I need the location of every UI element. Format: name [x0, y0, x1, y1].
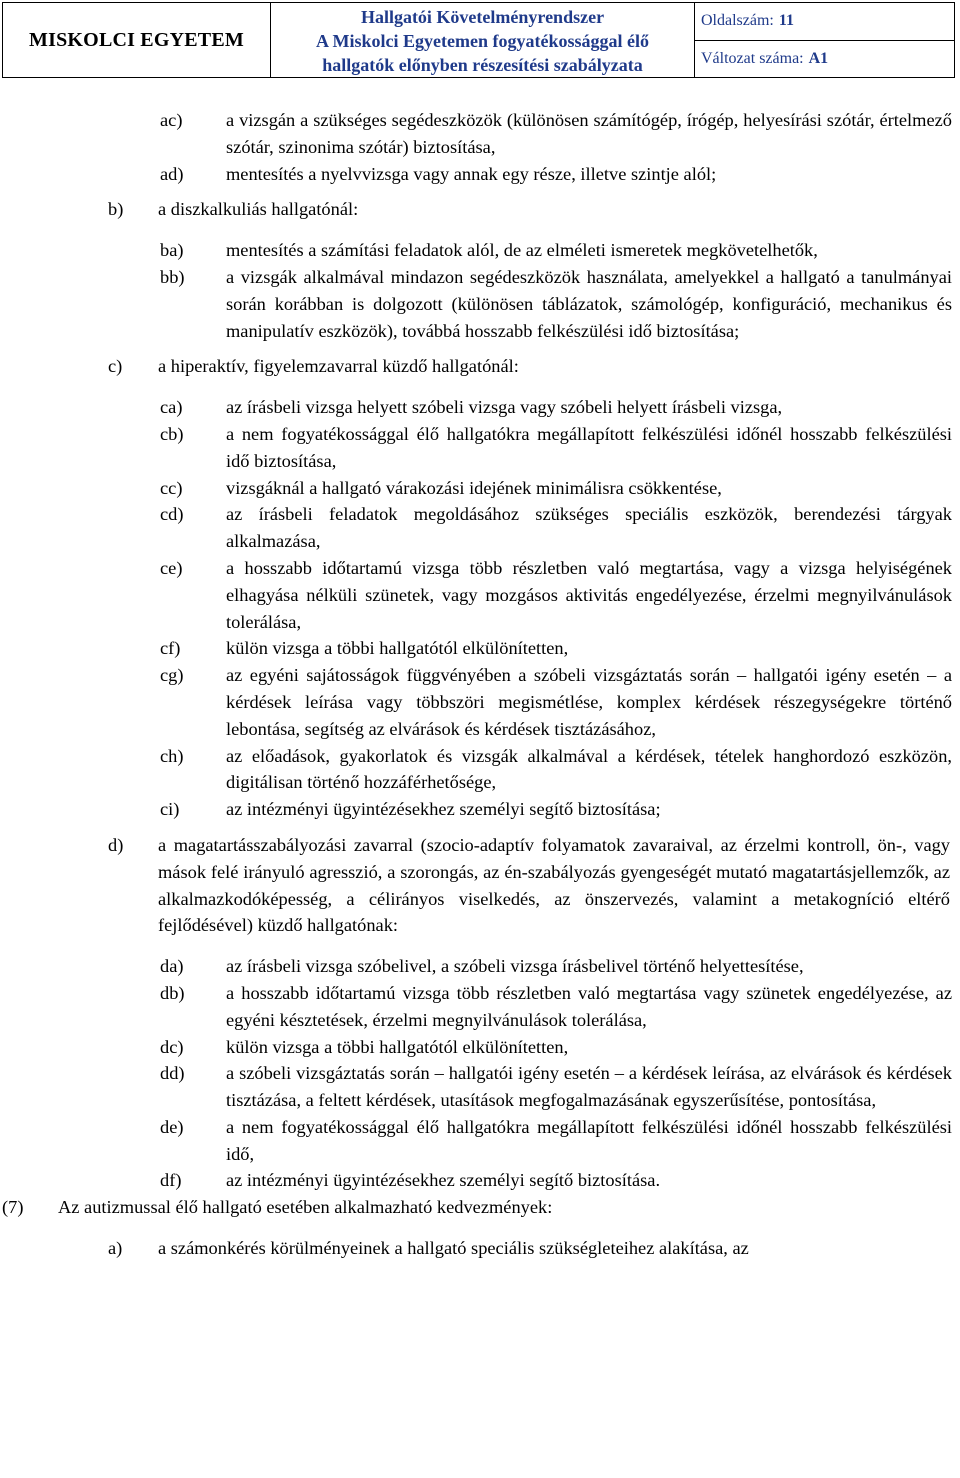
spacer — [0, 1221, 960, 1235]
sub-list-item — [0, 662, 960, 742]
item-label: cd) — [160, 504, 184, 525]
item-text: az írásbeli vizsga helyett szóbeli vizsga vagy szóbeli helyett írásbeli vizsga, — [226, 397, 783, 418]
sub-list-item — [0, 796, 960, 823]
item-label: cb) — [160, 423, 184, 444]
item-text: a hosszabb időtartamú vizsga több részletben való megtartása, vagy a vizsga helyiségének elhagyása nélküli szünetek, vagy mozgásos aktivitás engedélyezése, érzelmi megnyilvánulások tolerálása, — [226, 557, 952, 632]
sub-list-item — [0, 1060, 960, 1114]
document-title — [271, 3, 695, 77]
title-line: hallgatók előnyben részesítési szabályzata — [322, 55, 643, 75]
sub-list-item — [0, 953, 960, 980]
item-text: az egyéni sajátosságok függvényében a szóbeli vizsgáztatás során – hallgatói igény esetén – a kérdések leírása vagy többszöri megismétlése, komplex kérdések részegységekre történő lebontása, segítség az elvárások és kérdések tisztázásához, — [226, 665, 952, 739]
item-label: cf) — [160, 638, 181, 659]
page-number-label: Oldalszám: — [701, 12, 774, 30]
item-label: b) — [108, 199, 124, 220]
item-text: a magatartásszabályozási zavarral (szocio-adaptív folyamatok zavaraival, az érzelmi kontroll, ön-, vagy mások felé irányuló agresszió, a szorongás, az én-szabályozás gyengeségét mutató magatartásjellemzők, az alkalmazkodóképesség, a célirányos viselkedés, az önszervezés, valamint a metakogníció eltérő fejlődésével) küzdő hallgatónak: — [158, 834, 950, 936]
item-text: az intézményi ügyintézésekhez személyi segítő biztosítása. — [226, 1170, 661, 1191]
item-label: ba) — [160, 240, 184, 261]
list-item — [0, 832, 960, 939]
item-label: db) — [160, 982, 185, 1003]
item-text: az intézményi ügyintézésekhez személyi segítő biztosítása; — [226, 799, 661, 820]
sub-list-item — [0, 1034, 960, 1061]
university-name: MISKOLCI EGYETEM — [3, 3, 271, 77]
sub-list-item — [0, 1114, 960, 1168]
sub-list-item — [0, 421, 960, 475]
version-label: Változat száma: — [701, 49, 804, 67]
item-text: a nem fogyatékossággal élő hallgatókra megállapított felkészülési időnél hosszabb felkészülési idő biztosítása, — [226, 423, 952, 471]
spacer — [0, 187, 960, 196]
title-line: A Miskolci Egyetemen fogyatékossággal élő — [316, 31, 649, 51]
sub-list-item — [0, 980, 960, 1034]
item-text: vizsgáknál a hallgató várakozási idejének minimálisra csökkentése, — [226, 477, 722, 498]
sub-list-item — [0, 107, 960, 161]
sub-list-item — [0, 475, 960, 502]
item-label: ca) — [160, 397, 183, 418]
item-text: a szóbeli vizsgáztatás során – hallgatói igény esetén – a kérdések leírása, az elvárások és kérdések tisztázása, a feltett kérdések, utasítások megfogalmazásának egyszerűsítése, pontosítása, — [226, 1063, 952, 1111]
item-label: dc) — [160, 1036, 184, 1057]
item-label: dd) — [160, 1063, 185, 1084]
spacer — [0, 223, 960, 237]
sub-list-item — [0, 237, 960, 264]
sub-list-item — [0, 264, 960, 344]
version-row — [695, 41, 954, 78]
document-body — [0, 107, 960, 1262]
spacer — [0, 344, 960, 353]
item-label: d) — [108, 834, 124, 855]
version-value: A1 — [808, 49, 829, 67]
sub-list-item — [0, 161, 960, 188]
item-label: cc) — [160, 477, 183, 498]
sub-list-item — [0, 555, 960, 635]
item-text: a hiperaktív, figyelemzavarral küzdő hallgatónál: — [158, 356, 519, 377]
page-number-row — [695, 3, 954, 41]
item-label: cg) — [160, 665, 184, 686]
sub-list-item — [0, 635, 960, 662]
item-label: (7) — [2, 1197, 24, 1218]
spacer — [0, 823, 960, 832]
item-label: de) — [160, 1116, 184, 1137]
item-text: a vizsgán a szükséges segédeszközök (különösen számítógép, írógép, helyesírási szótár, értelmező szótár, szinonima szótár) biztosítása, — [226, 110, 952, 157]
section-item — [0, 1194, 960, 1221]
item-text: a nem fogyatékossággal élő hallgatókra megállapított felkészülési időnél hosszabb felkészülési idő, — [226, 1116, 952, 1164]
item-label: da) — [160, 956, 184, 977]
list-item — [0, 1235, 960, 1262]
spacer — [0, 939, 960, 953]
sub-list-item — [0, 394, 960, 421]
item-text: külön vizsga a többi hallgatótól elkülönítetten, — [226, 1036, 569, 1057]
item-label: ac) — [160, 110, 183, 130]
item-text: Az autizmussal élő hallgató esetében alkalmazható kedvezmények: — [58, 1197, 553, 1218]
item-text: a diszkalkuliás hallgatónál: — [158, 199, 359, 220]
title-line: Hallgatói Követelményrendszer — [360, 7, 605, 27]
item-text: a hosszabb időtartamú vizsga több részletben való megtartása vagy szünetek engedélyezése, az egyéni késztetések, érzelmi megnyilvánulások tolerálása, — [226, 982, 952, 1030]
item-label: ad) — [160, 163, 184, 184]
item-text: külön vizsga a többi hallgatótól elkülönítetten, — [226, 638, 569, 659]
item-label: ch) — [160, 745, 184, 766]
item-label: c) — [108, 356, 123, 377]
sub-list-item — [0, 1167, 960, 1194]
item-text: a vizsgák alkalmával mindazon segédeszközök használata, amelyekkel a hallgató a tanulmányai során korábban is dolgozott (különösen táblázatok, számológép, konfiguráció, mechanikus és manipulatív eszközök), továbbá hosszabb felkészülési idő biztosítása; — [226, 266, 952, 341]
list-item — [0, 353, 960, 380]
item-text: az írásbeli feladatok megoldásához szükséges speciális eszközök, berendezési tárgyak alkalmazása, — [226, 504, 952, 552]
item-label: ci) — [160, 799, 180, 820]
item-label: bb) — [160, 266, 185, 287]
item-text: mentesítés a nyelvvizsga vagy annak egy része, illetve szintje alól; — [226, 163, 717, 184]
document-header — [2, 2, 955, 78]
item-label: df) — [160, 1170, 182, 1191]
sub-list-item — [0, 743, 960, 797]
item-text: a számonkérés körülményeinek a hallgató speciális szükségleteihez alakítása, az — [158, 1238, 749, 1259]
sub-list-item — [0, 501, 960, 555]
spacer — [0, 380, 960, 394]
item-label: a) — [108, 1238, 123, 1259]
page-number: 11 — [778, 12, 794, 30]
list-item — [0, 196, 960, 223]
item-text: az előadások, gyakorlatok és vizsgák alkalmával a kérdések, tételek hanghordozó eszközön, digitálisan történő hozzáférhetősége, — [226, 745, 952, 793]
item-label: ce) — [160, 557, 183, 578]
item-text: az írásbeli vizsga szóbelivel, a szóbeli vizsga írásbelivel történő helyettesítése, — [226, 956, 804, 977]
item-text: mentesítés a számítási feladatok alól, de az elméleti ismeretek megkövetelhetők, — [226, 240, 818, 261]
document-meta — [695, 3, 954, 77]
